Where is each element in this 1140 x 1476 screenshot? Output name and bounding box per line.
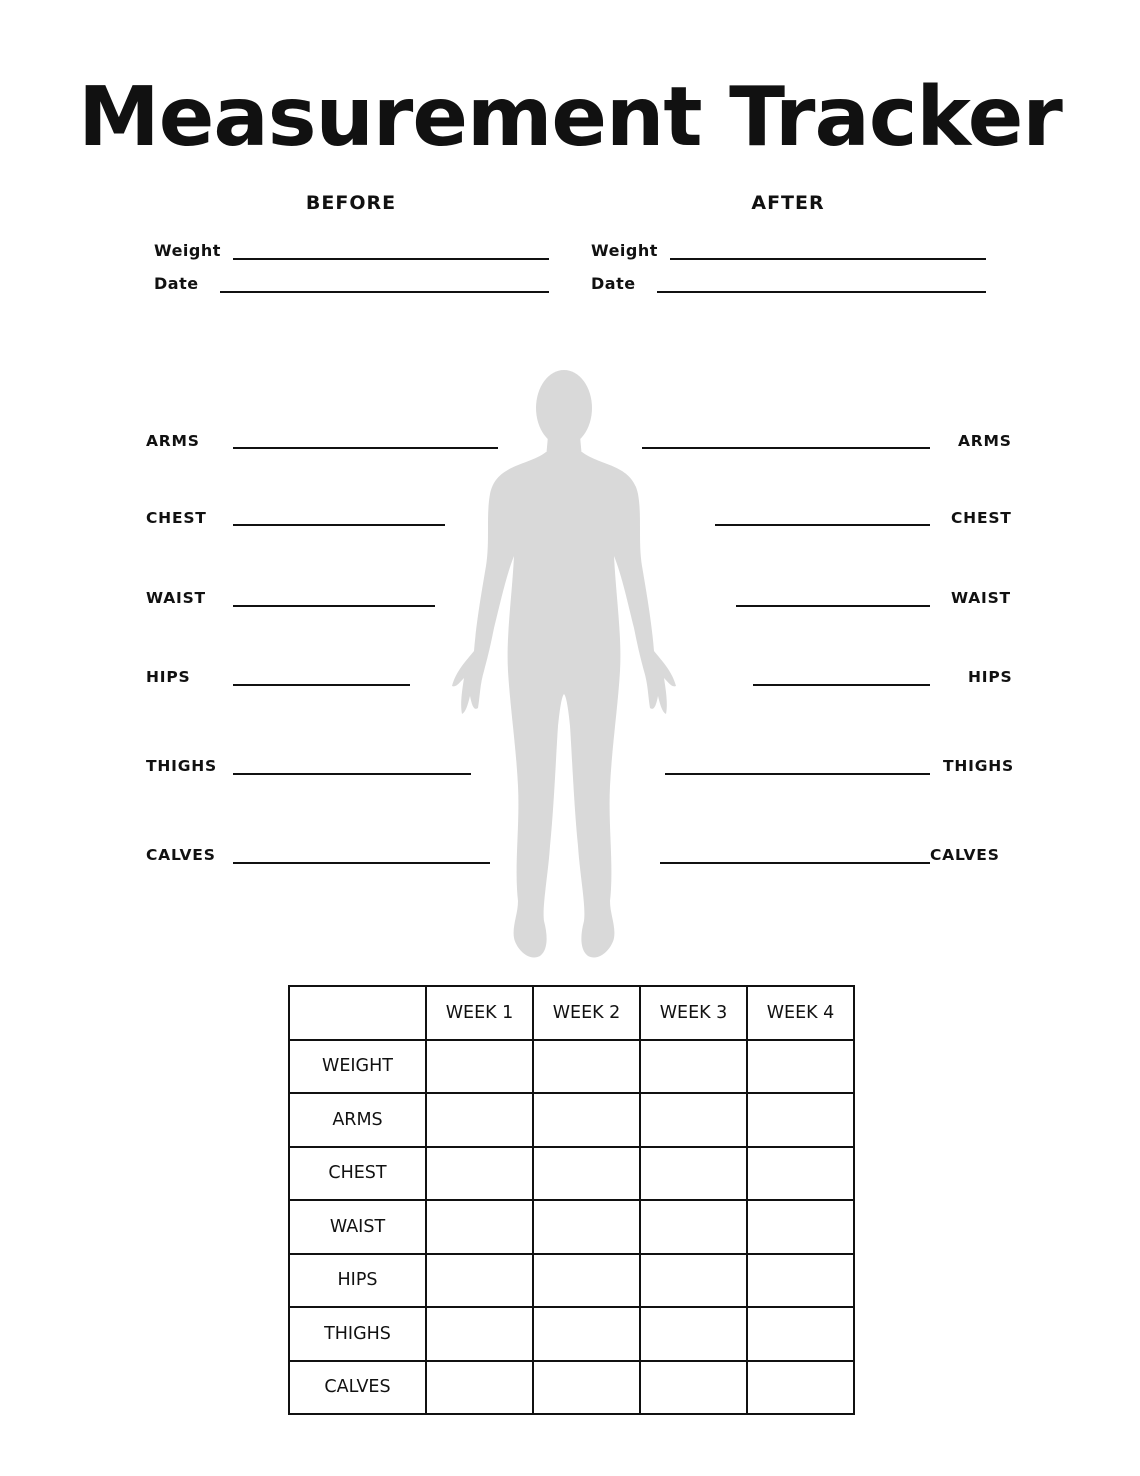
table-row: [289, 1307, 854, 1361]
week-1-header: WEEK 1: [426, 986, 533, 1040]
left-thighs-label: THIGHS: [146, 757, 217, 775]
left-waist-field[interactable]: [233, 605, 435, 607]
before-weight-field[interactable]: [233, 258, 549, 260]
left-calves-label: CALVES: [146, 846, 216, 864]
before-weight-label: Weight: [154, 241, 221, 260]
table-row: [289, 1093, 854, 1147]
left-thighs-field[interactable]: [233, 773, 471, 775]
left-waist-label: WAIST: [146, 589, 206, 607]
table-cell[interactable]: [426, 1040, 533, 1094]
table-cell[interactable]: [747, 1254, 854, 1308]
weekly-tracker-table: [288, 985, 855, 1415]
before-heading: BEFORE: [305, 192, 397, 214]
table-cell[interactable]: [426, 1200, 533, 1254]
table-cell[interactable]: [426, 1361, 533, 1415]
right-arms-field[interactable]: [642, 447, 930, 449]
table-cell[interactable]: [640, 1254, 747, 1308]
human-body-silhouette-icon: [448, 366, 680, 962]
after-date-label: Date: [591, 274, 636, 293]
table-cell[interactable]: [533, 1307, 640, 1361]
table-cell[interactable]: [533, 1040, 640, 1094]
after-weight-field[interactable]: [670, 258, 986, 260]
table-cell[interactable]: [640, 1093, 747, 1147]
table-cell[interactable]: [640, 1200, 747, 1254]
table-corner-cell: [289, 986, 426, 1040]
table-cell[interactable]: [533, 1254, 640, 1308]
after-weight-label: Weight: [591, 241, 658, 260]
table-row: [289, 1254, 854, 1308]
right-hips-field[interactable]: [753, 684, 930, 686]
row-label-weight: WEIGHT: [289, 1040, 426, 1094]
right-calves-field[interactable]: [660, 862, 930, 864]
before-date-field[interactable]: [220, 291, 549, 293]
week-3-header: WEEK 3: [640, 986, 747, 1040]
right-calves-label: CALVES: [930, 846, 1000, 864]
left-calves-field[interactable]: [233, 862, 490, 864]
after-date-field[interactable]: [657, 291, 986, 293]
table-row: [289, 1361, 854, 1415]
row-label-thighs: THIGHS: [289, 1307, 426, 1361]
table-cell[interactable]: [747, 1147, 854, 1201]
left-arms-label: ARMS: [146, 432, 200, 450]
table-cell[interactable]: [640, 1147, 747, 1201]
table-cell[interactable]: [533, 1361, 640, 1415]
table-cell[interactable]: [426, 1307, 533, 1361]
right-chest-label: CHEST: [951, 509, 1012, 527]
right-waist-label: WAIST: [951, 589, 1011, 607]
row-label-chest: CHEST: [289, 1147, 426, 1201]
right-thighs-label: THIGHS: [943, 757, 1014, 775]
left-hips-label: HIPS: [146, 668, 191, 686]
row-label-hips: HIPS: [289, 1254, 426, 1308]
table-row: [289, 1200, 854, 1254]
table-cell[interactable]: [426, 1147, 533, 1201]
page-title: Measurement Tracker: [78, 70, 1062, 165]
week-2-header: WEEK 2: [533, 986, 640, 1040]
right-hips-label: HIPS: [968, 668, 1013, 686]
table-cell[interactable]: [533, 1147, 640, 1201]
right-waist-field[interactable]: [736, 605, 930, 607]
table-cell[interactable]: [533, 1200, 640, 1254]
table-cell[interactable]: [747, 1040, 854, 1094]
table-header-row: [289, 986, 854, 1040]
right-chest-field[interactable]: [715, 524, 930, 526]
table-row: [289, 1040, 854, 1094]
table-cell[interactable]: [640, 1307, 747, 1361]
left-arms-field[interactable]: [233, 447, 498, 449]
table-row: [289, 1147, 854, 1201]
left-chest-label: CHEST: [146, 509, 207, 527]
table-cell[interactable]: [426, 1093, 533, 1147]
after-heading: AFTER: [751, 192, 825, 214]
table-cell[interactable]: [747, 1307, 854, 1361]
before-date-label: Date: [154, 274, 199, 293]
right-arms-label: ARMS: [958, 432, 1012, 450]
row-label-calves: CALVES: [289, 1361, 426, 1415]
right-thighs-field[interactable]: [665, 773, 930, 775]
week-4-header: WEEK 4: [747, 986, 854, 1040]
table-cell[interactable]: [640, 1040, 747, 1094]
table-cell[interactable]: [426, 1254, 533, 1308]
table-cell[interactable]: [747, 1093, 854, 1147]
left-hips-field[interactable]: [233, 684, 410, 686]
table-cell[interactable]: [747, 1200, 854, 1254]
left-chest-field[interactable]: [233, 524, 445, 526]
row-label-waist: WAIST: [289, 1200, 426, 1254]
row-label-arms: ARMS: [289, 1093, 426, 1147]
table-cell[interactable]: [640, 1361, 747, 1415]
table-cell[interactable]: [533, 1093, 640, 1147]
table-cell[interactable]: [747, 1361, 854, 1415]
